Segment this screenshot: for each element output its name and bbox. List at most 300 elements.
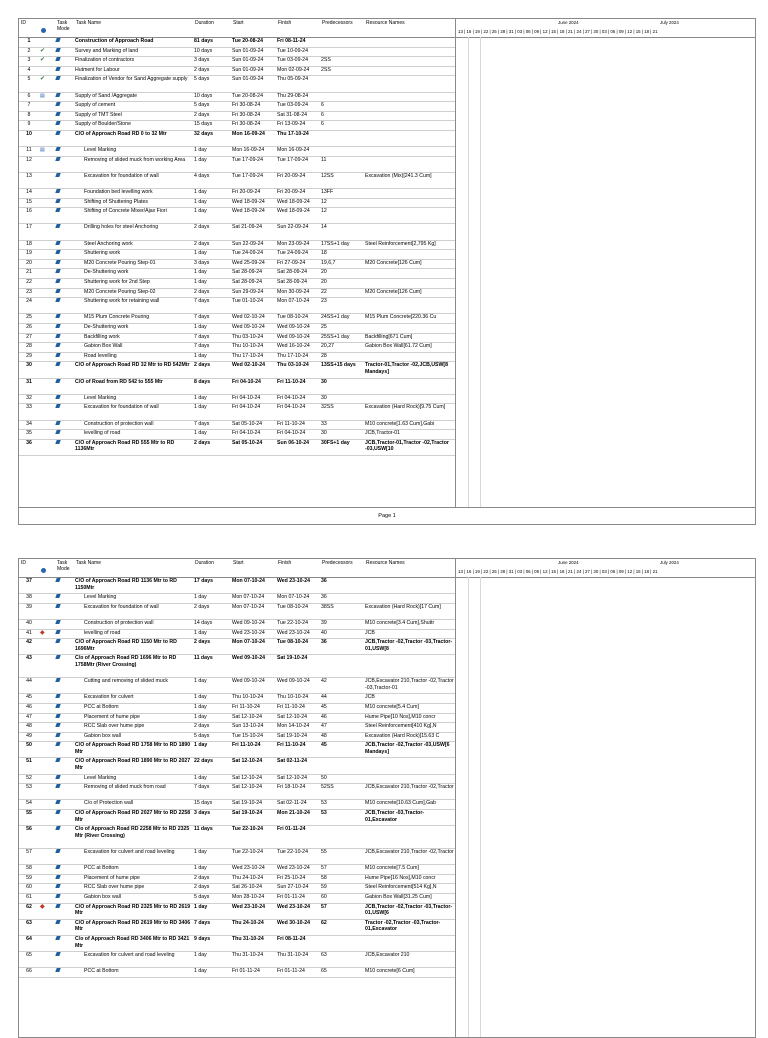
task-row[interactable] bbox=[19, 704, 455, 714]
task-id[interactable]: 15 bbox=[26, 198, 32, 205]
task-id[interactable]: 1 bbox=[27, 38, 31, 44]
task-name[interactable]: C/O of Approach Road RD 1890 Mtr to RD 2027 Mtr bbox=[75, 758, 191, 772]
task-row[interactable] bbox=[19, 199, 455, 209]
task-name[interactable]: C/O of Approach Road RD 2027 Mtr to RD 2258 Mtr bbox=[75, 810, 191, 823]
task-mode[interactable] bbox=[56, 57, 74, 64]
task-duration[interactable]: 1 day bbox=[194, 250, 207, 257]
task-predecessors[interactable]: 48 bbox=[321, 732, 327, 739]
task-finish[interactable]: Thu 29-08-24 bbox=[277, 92, 309, 99]
task-name[interactable]: C/O of Approach Road RD 2619 Mtr to RD 3406 Mtr bbox=[75, 919, 191, 933]
task-start[interactable]: Sun 22-09-24 bbox=[232, 240, 264, 247]
task-finish[interactable]: Thu 31-10-24 bbox=[277, 952, 309, 959]
task-predecessors[interactable]: 33 bbox=[321, 420, 327, 427]
task-finish[interactable]: Mon 07-10-24 bbox=[277, 594, 310, 601]
task-finish[interactable]: Wed 18-09-24 bbox=[277, 198, 310, 205]
task-duration[interactable]: 7 days bbox=[194, 784, 210, 791]
task-id[interactable]: 31 bbox=[26, 378, 32, 385]
task-name[interactable]: De-Shuttering work bbox=[84, 324, 129, 330]
task-id[interactable]: 29 bbox=[26, 352, 32, 359]
task-duration[interactable]: 11 days bbox=[194, 655, 213, 662]
task-predecessors[interactable]: 42 bbox=[321, 678, 327, 685]
task-start[interactable]: Mon 16-09-24 bbox=[232, 130, 265, 137]
task-name[interactable]: PCC at Bottom bbox=[84, 968, 119, 975]
task-name[interactable]: Excavation for culvert and road leveling bbox=[84, 849, 175, 856]
task-id[interactable]: 42 bbox=[26, 639, 32, 646]
task-duration[interactable]: 14 days bbox=[194, 619, 213, 626]
task-id[interactable]: 50 bbox=[26, 742, 32, 749]
task-resources[interactable]: M20 Concrete[126 Cum] bbox=[365, 288, 422, 295]
task-name[interactable]: RCC Slab over hume pipe bbox=[84, 723, 145, 730]
task-id[interactable]: 2 bbox=[27, 47, 31, 54]
task-mode[interactable] bbox=[56, 38, 74, 45]
task-duration[interactable]: 1 day bbox=[194, 156, 207, 163]
task-name[interactable]: C/O of Approach Road RD 1150 Mtr to RD 1696Mtr bbox=[75, 639, 177, 652]
task-name[interactable]: Level Marking bbox=[84, 774, 117, 781]
task-row[interactable] bbox=[19, 353, 455, 363]
task-predecessors[interactable]: 36 bbox=[321, 639, 327, 646]
task-predecessors[interactable]: 12 bbox=[321, 208, 327, 215]
task-finish[interactable]: Thu 10-10-24 bbox=[277, 694, 309, 701]
task-resources[interactable]: M15 Plum Concrete[220.36 Cu bbox=[365, 314, 437, 321]
task-mode[interactable] bbox=[56, 655, 74, 662]
task-name[interactable]: Steel Anchoring work bbox=[84, 240, 133, 247]
task-predecessors[interactable]: 19,6,7 bbox=[321, 259, 336, 266]
task-start[interactable]: Mon 07-10-24 bbox=[232, 594, 265, 601]
task-name[interactable]: C/O of Road from RD 542 to 555 Mtr bbox=[75, 378, 163, 385]
task-finish[interactable]: Fri 01-11-24 bbox=[277, 968, 305, 975]
task-mode[interactable] bbox=[56, 314, 74, 321]
task-duration[interactable]: 2 days bbox=[194, 362, 211, 369]
task-finish[interactable]: Tue 08-10-24 bbox=[277, 603, 308, 610]
task-predecessors[interactable]: 2SS bbox=[321, 57, 331, 64]
task-resources[interactable]: JCB,Tractor -02,Tractor -03,USW[6 Mandays] bbox=[365, 742, 450, 755]
task-finish[interactable]: Tue 10-09-24 bbox=[277, 47, 308, 54]
task-mode[interactable] bbox=[56, 694, 74, 701]
task-duration[interactable]: 1 day bbox=[194, 774, 207, 781]
task-start[interactable]: Thu 31-10-24 bbox=[232, 952, 264, 959]
task-predecessors[interactable]: 53 bbox=[321, 800, 327, 807]
task-name[interactable]: Excavation for culvert bbox=[84, 694, 134, 701]
task-predecessors[interactable]: 36 bbox=[321, 578, 327, 584]
task-predecessors[interactable]: 32SS bbox=[321, 404, 334, 411]
task-name[interactable]: Excavation for culvert and road leveling bbox=[84, 952, 175, 959]
task-resources[interactable]: Steel Reinforcement[514 Kg],N bbox=[365, 884, 437, 891]
task-duration[interactable]: 1 day bbox=[194, 404, 207, 411]
task-finish[interactable]: Mon 14-10-24 bbox=[277, 723, 310, 730]
task-id[interactable]: 39 bbox=[26, 603, 32, 610]
task-start[interactable]: Wed 09-10-24 bbox=[232, 678, 265, 685]
task-id[interactable]: 35 bbox=[26, 430, 32, 437]
task-start[interactable]: Mon 07-10-24 bbox=[232, 603, 265, 610]
task-start[interactable]: Mon 07-10-24 bbox=[232, 578, 265, 584]
task-row[interactable] bbox=[19, 694, 455, 704]
task-id[interactable]: 30 bbox=[26, 362, 32, 369]
task-predecessors[interactable]: 20,27 bbox=[321, 343, 334, 350]
task-name[interactable]: Shuttering work bbox=[84, 250, 121, 257]
task-mode[interactable] bbox=[56, 936, 74, 943]
task-start[interactable]: Tue 20-08-24 bbox=[232, 92, 263, 99]
task-start[interactable]: Tue 15-10-24 bbox=[232, 732, 263, 739]
task-mode[interactable] bbox=[56, 800, 74, 807]
task-resources[interactable]: JCB,Excavator 210,Tractor -02,Tractor bbox=[365, 784, 454, 791]
task-row[interactable] bbox=[19, 875, 455, 885]
task-duration[interactable]: 3 days bbox=[194, 57, 210, 64]
task-row[interactable] bbox=[19, 67, 455, 77]
task-start[interactable]: Fri 04-10-24 bbox=[232, 394, 261, 401]
task-mode[interactable] bbox=[56, 343, 74, 350]
task-duration[interactable]: 2 days bbox=[194, 639, 211, 646]
task-duration[interactable]: 1 day bbox=[194, 678, 207, 685]
task-name[interactable]: Level Marking bbox=[84, 394, 117, 401]
task-start[interactable]: Wed 02-10-24 bbox=[232, 362, 266, 369]
task-id[interactable]: 3 bbox=[27, 57, 31, 64]
task-predecessors[interactable]: 2SS bbox=[321, 66, 331, 73]
task-row[interactable] bbox=[19, 800, 455, 810]
task-duration[interactable]: 1 day bbox=[194, 269, 207, 276]
task-predecessors[interactable]: 12 bbox=[321, 198, 327, 205]
task-name[interactable]: C/o of Approach Road RD 2258 Mtr to RD 2325 Mtr (River Crossing) bbox=[75, 826, 190, 839]
task-finish[interactable]: Wed 09-10-24 bbox=[277, 678, 310, 685]
task-start[interactable]: Thu 03-10-24 bbox=[232, 333, 264, 340]
task-row[interactable] bbox=[19, 421, 455, 431]
task-mode[interactable] bbox=[56, 894, 74, 901]
task-start[interactable]: Sat 19-10-24 bbox=[232, 810, 263, 817]
task-duration[interactable]: 1 day bbox=[194, 430, 207, 437]
task-mode[interactable] bbox=[56, 594, 74, 601]
task-name[interactable]: Supply of Sand /Aggregate bbox=[75, 92, 138, 99]
task-row[interactable] bbox=[19, 250, 455, 260]
col-finish-header[interactable]: Finish bbox=[278, 20, 292, 26]
task-mode[interactable] bbox=[56, 131, 74, 138]
task-mode[interactable] bbox=[56, 189, 74, 196]
task-predecessors[interactable]: 6 bbox=[321, 121, 324, 128]
task-name[interactable]: Survey and Marking of land bbox=[75, 47, 139, 54]
task-predecessors[interactable]: 63 bbox=[321, 952, 327, 959]
task-name[interactable]: Excavation for foundation of wall bbox=[84, 172, 159, 179]
task-mode[interactable] bbox=[56, 289, 74, 296]
task-duration[interactable]: 17 days bbox=[194, 578, 214, 584]
task-predecessors[interactable]: 60 bbox=[321, 894, 327, 900]
task-duration[interactable]: 2 days bbox=[194, 874, 210, 881]
task-start[interactable]: Sat 05-10-24 bbox=[232, 439, 263, 446]
task-id[interactable]: 22 bbox=[26, 279, 32, 286]
task-predecessors[interactable]: 25 bbox=[321, 324, 327, 330]
task-predecessors[interactable]: 53 bbox=[321, 810, 327, 817]
task-predecessors[interactable]: 45 bbox=[321, 742, 327, 749]
task-finish[interactable]: Fri 20-09-24 bbox=[277, 189, 306, 196]
task-predecessors[interactable]: 44 bbox=[321, 694, 327, 701]
task-mode[interactable] bbox=[56, 250, 74, 257]
task-mode[interactable] bbox=[56, 260, 74, 267]
col-id-header[interactable]: ID bbox=[21, 560, 26, 566]
col-resources-header[interactable]: Resource Names bbox=[366, 560, 405, 566]
task-mode[interactable] bbox=[56, 810, 74, 817]
task-predecessors[interactable]: 25SS+1 day bbox=[321, 333, 350, 340]
task-row[interactable] bbox=[19, 260, 455, 270]
col-id-header[interactable]: ID bbox=[21, 20, 26, 26]
task-row[interactable] bbox=[19, 630, 455, 640]
task-mode[interactable] bbox=[56, 704, 74, 711]
task-row[interactable] bbox=[19, 279, 455, 289]
task-mode[interactable] bbox=[56, 279, 74, 286]
task-finish[interactable]: Thu 05-09-24 bbox=[277, 76, 309, 83]
task-mode[interactable] bbox=[56, 157, 74, 164]
col-start-header[interactable]: Start bbox=[233, 560, 244, 566]
task-row[interactable] bbox=[19, 38, 455, 48]
task-name[interactable]: Backfilling work bbox=[84, 333, 120, 340]
task-duration[interactable]: 5 days bbox=[194, 102, 210, 109]
task-finish[interactable]: Fri 11-10-24 bbox=[277, 420, 305, 427]
task-start[interactable]: Fri 04-10-24 bbox=[232, 378, 261, 385]
task-predecessors[interactable]: 11 bbox=[321, 156, 327, 163]
task-resources[interactable]: Tractor-01,Tractor -02,JCB,USW[8 Mandays] bbox=[365, 362, 449, 375]
task-duration[interactable]: 11 days bbox=[194, 826, 213, 833]
task-start[interactable]: Thu 10-10-24 bbox=[232, 343, 264, 350]
task-name[interactable]: Finalization of contractors bbox=[75, 57, 135, 64]
task-start[interactable]: Tue 20-08-24 bbox=[232, 38, 264, 44]
task-row[interactable] bbox=[19, 48, 455, 58]
task-duration[interactable]: 1 day bbox=[194, 968, 207, 975]
task-duration[interactable]: 1 day bbox=[194, 742, 208, 749]
task-id[interactable]: 59 bbox=[26, 874, 32, 881]
task-finish[interactable]: Tue 03-09-24 bbox=[277, 57, 308, 64]
task-indicator[interactable] bbox=[40, 76, 55, 83]
task-mode[interactable] bbox=[56, 875, 74, 882]
task-name[interactable]: RCC Slab over hume pipe bbox=[84, 884, 145, 891]
col-predecessors-header[interactable]: Predecessors bbox=[322, 560, 353, 566]
task-id[interactable]: 27 bbox=[26, 333, 32, 340]
task-mode[interactable] bbox=[56, 578, 74, 585]
task-finish[interactable]: Fri 08-11-24 bbox=[277, 935, 306, 942]
task-start[interactable]: Wed 09-10-24 bbox=[232, 324, 265, 330]
task-finish[interactable]: Wed 18-09-24 bbox=[277, 208, 310, 215]
task-start[interactable]: Sat 12-10-24 bbox=[232, 784, 262, 791]
task-row[interactable] bbox=[19, 121, 455, 131]
task-start[interactable]: Fri 11-10-24 bbox=[232, 703, 260, 710]
task-id[interactable]: 8 bbox=[27, 111, 31, 118]
task-duration[interactable]: 3 days bbox=[194, 810, 211, 817]
task-finish[interactable]: Mon 07-10-24 bbox=[277, 298, 310, 305]
task-start[interactable]: Fri 30-08-24 bbox=[232, 111, 261, 118]
task-resources[interactable]: M10 concrete[7.5 Cum] bbox=[365, 865, 419, 872]
task-row[interactable] bbox=[19, 241, 455, 251]
task-duration[interactable]: 15 days bbox=[194, 800, 213, 807]
task-duration[interactable]: 1 day bbox=[194, 394, 207, 401]
task-start[interactable]: Fri 20-09-24 bbox=[232, 189, 261, 196]
task-predecessors[interactable]: 24SS+1 day bbox=[321, 314, 350, 321]
task-duration[interactable]: 7 days bbox=[194, 333, 210, 340]
task-start[interactable]: Tue 24-09-24 bbox=[232, 250, 263, 257]
task-start[interactable]: Sat 21-09-24 bbox=[232, 224, 262, 231]
task-start[interactable]: Thu 24-10-24 bbox=[232, 874, 264, 881]
task-predecessors[interactable]: 59 bbox=[321, 884, 327, 891]
task-resources[interactable]: Backfilling[671 Cum] bbox=[365, 333, 413, 340]
task-id[interactable]: 66 bbox=[26, 968, 32, 975]
task-indicator[interactable] bbox=[40, 904, 55, 911]
task-id[interactable]: 28 bbox=[26, 343, 32, 350]
task-id[interactable]: 7 bbox=[27, 102, 31, 109]
task-id[interactable]: 64 bbox=[26, 935, 32, 942]
task-start[interactable]: Wed 09-10-24 bbox=[232, 619, 265, 626]
task-mode[interactable] bbox=[56, 865, 74, 872]
task-mode[interactable] bbox=[56, 199, 74, 206]
task-name[interactable]: C/o of Approach Road RD 1696 Mtr to RD 1758Mtr (River Crossing) bbox=[75, 655, 177, 668]
task-mode[interactable] bbox=[56, 147, 74, 154]
task-finish[interactable]: Wed 23-10-24 bbox=[277, 629, 310, 636]
task-start[interactable]: Wed 18-09-24 bbox=[232, 198, 265, 205]
task-name[interactable]: Supply of cement bbox=[75, 102, 116, 109]
task-row[interactable] bbox=[19, 578, 455, 594]
task-row[interactable] bbox=[19, 594, 455, 604]
task-duration[interactable]: 1 day bbox=[194, 703, 207, 710]
task-name[interactable]: PCC at Bottom bbox=[84, 703, 119, 710]
task-id[interactable]: 19 bbox=[26, 250, 32, 257]
task-finish[interactable]: Sun 06-10-24 bbox=[277, 439, 310, 446]
task-mode[interactable] bbox=[56, 904, 74, 911]
task-duration[interactable]: 1 day bbox=[194, 147, 207, 154]
task-finish[interactable]: Thu 17-10-24 bbox=[277, 352, 309, 359]
task-id[interactable]: 14 bbox=[26, 189, 32, 196]
task-resources[interactable]: Excavation (Mix)[241.3 Cum] bbox=[365, 172, 432, 179]
task-id[interactable]: 51 bbox=[26, 758, 32, 765]
task-finish[interactable]: Tue 17-09-24 bbox=[277, 156, 308, 163]
task-id[interactable]: 18 bbox=[26, 240, 32, 247]
task-name[interactable]: Shuttering work for retaining wall bbox=[84, 298, 160, 305]
task-name[interactable]: M20 Concrete Pouring Step-02 bbox=[84, 288, 156, 295]
task-id[interactable]: 58 bbox=[26, 865, 32, 872]
task-id[interactable]: 20 bbox=[26, 259, 32, 266]
task-predecessors[interactable]: 62 bbox=[321, 919, 327, 926]
task-mode[interactable] bbox=[56, 67, 74, 74]
col-name-header[interactable]: Task Name bbox=[76, 20, 102, 26]
task-row[interactable] bbox=[19, 379, 455, 395]
task-start[interactable]: Wed 23-10-24 bbox=[232, 629, 265, 636]
task-id[interactable]: 4 bbox=[27, 66, 31, 73]
task-id[interactable]: 23 bbox=[26, 288, 32, 295]
task-mode[interactable] bbox=[56, 678, 74, 685]
task-resources[interactable]: M20 Concrete[126 Cum] bbox=[365, 259, 422, 266]
task-row[interactable] bbox=[19, 57, 455, 67]
task-mode[interactable] bbox=[56, 121, 74, 128]
task-start[interactable]: Sat 12-10-24 bbox=[232, 713, 262, 720]
task-predecessors[interactable]: 39 bbox=[321, 619, 327, 626]
task-row[interactable] bbox=[19, 865, 455, 875]
task-duration[interactable]: 2 days bbox=[194, 439, 211, 446]
task-resources[interactable]: Gabion Box Wall[31.25 Cum] bbox=[365, 894, 432, 900]
task-duration[interactable]: 5 days bbox=[194, 76, 210, 83]
task-predecessors[interactable]: 17SS+1 day bbox=[321, 240, 350, 247]
task-duration[interactable]: 1 day bbox=[194, 208, 207, 215]
task-start[interactable]: Sun 01-09-24 bbox=[232, 76, 264, 83]
task-row[interactable] bbox=[19, 269, 455, 279]
task-finish[interactable]: Sat 19-10-24 bbox=[277, 732, 307, 739]
task-mode[interactable] bbox=[56, 93, 74, 100]
task-row[interactable] bbox=[19, 620, 455, 630]
task-name[interactable]: C/O of Approach Road RD 2325 Mtr to RD 2619 Mtr bbox=[75, 903, 191, 917]
task-id[interactable]: 16 bbox=[26, 208, 32, 215]
task-finish[interactable]: Fri 04-10-24 bbox=[277, 430, 306, 437]
task-finish[interactable]: Mon 02-09-24 bbox=[277, 66, 310, 73]
task-name[interactable]: Gabion box wall bbox=[84, 732, 121, 739]
task-start[interactable]: Mon 07-10-24 bbox=[232, 639, 265, 646]
task-row[interactable] bbox=[19, 343, 455, 353]
task-finish[interactable]: Tue 08-10-24 bbox=[277, 639, 309, 646]
task-row[interactable] bbox=[19, 733, 455, 743]
task-name[interactable]: Gabion Box Wall bbox=[84, 343, 123, 350]
task-finish[interactable]: Fri 01-11-24 bbox=[277, 826, 306, 833]
task-id[interactable]: 38 bbox=[26, 594, 32, 601]
task-name[interactable]: C/O of Approach Road RD 1136 Mtr to RD 1150Mtr bbox=[75, 578, 177, 591]
task-row[interactable] bbox=[19, 742, 455, 758]
task-id[interactable]: 6 bbox=[27, 92, 31, 99]
task-resources[interactable]: M10 concrete[1.63 Cum],Gabi bbox=[365, 420, 435, 427]
task-mode[interactable] bbox=[56, 334, 74, 341]
task-duration[interactable]: 3 days bbox=[194, 259, 210, 266]
task-name[interactable]: Shifting of Concrete Mixer/Ajax Fiori bbox=[84, 208, 167, 215]
col-duration-header[interactable]: Duration bbox=[195, 20, 214, 26]
task-resources[interactable]: Excavation (Hard Rock)[9.75 Cum] bbox=[365, 404, 446, 411]
task-predecessors[interactable]: 6 bbox=[321, 111, 324, 118]
task-finish[interactable]: Wed 23-10-24 bbox=[277, 578, 311, 584]
task-resources[interactable]: JCB,Excavator 210,Tractor -02,Tractor bbox=[365, 849, 454, 856]
task-row[interactable] bbox=[19, 758, 455, 774]
task-start[interactable]: Tue 22-10-24 bbox=[232, 849, 263, 856]
task-finish[interactable]: Fri 01-11-24 bbox=[277, 894, 305, 900]
task-name[interactable]: Drilling holes for steel Anchoring bbox=[84, 224, 159, 231]
task-name[interactable]: C/O of Approach Road RD 0 to 32 Mtr bbox=[75, 130, 167, 137]
task-duration[interactable]: 10 days bbox=[194, 92, 213, 99]
task-start[interactable]: Thu 10-10-24 bbox=[232, 694, 264, 701]
task-indicator[interactable] bbox=[40, 93, 55, 100]
task-finish[interactable]: Thu 17-10-24 bbox=[277, 130, 309, 137]
task-name[interactable]: Supply of Boulder/Stone bbox=[75, 121, 131, 128]
task-start[interactable]: Tue 17-09-24 bbox=[232, 156, 263, 163]
task-start[interactable]: Wed 18-09-24 bbox=[232, 208, 265, 215]
task-duration[interactable]: 2 days bbox=[194, 288, 210, 295]
task-name[interactable]: Placement of hume pipe bbox=[84, 713, 140, 720]
task-row[interactable] bbox=[19, 894, 455, 904]
task-resources[interactable]: JCB,Excavator 210,Tractor -02,Tractor -03,Tractor-01 bbox=[365, 678, 454, 691]
task-mode[interactable] bbox=[56, 775, 74, 782]
task-row[interactable] bbox=[19, 131, 455, 147]
task-mode[interactable] bbox=[56, 620, 74, 627]
task-mode[interactable] bbox=[56, 742, 74, 749]
task-finish[interactable]: Tue 08-10-24 bbox=[277, 314, 308, 321]
task-name[interactable]: Road levelling bbox=[84, 352, 117, 359]
task-name[interactable]: C/o of Approach Road RD 3406 Mtr to RD 3421 Mtr bbox=[75, 935, 190, 949]
task-start[interactable]: Sat 19-10-24 bbox=[232, 800, 262, 807]
task-resources[interactable]: JCB,Tractor -02,Tractor -03,Tractor-01,USW[6 bbox=[365, 903, 453, 917]
task-name[interactable]: C/O of Approach Road RD 32 Mtr to RD 542Mtr bbox=[75, 362, 190, 369]
task-name[interactable]: Level Marking bbox=[84, 594, 117, 601]
task-mode[interactable] bbox=[56, 353, 74, 360]
task-finish[interactable]: Fri 27-09-24 bbox=[277, 259, 306, 266]
task-name[interactable]: Cutting and removing of slided muck bbox=[84, 678, 168, 685]
task-duration[interactable]: 1 day bbox=[194, 865, 207, 872]
task-mode[interactable] bbox=[56, 430, 74, 437]
task-indicator[interactable] bbox=[40, 57, 55, 64]
task-row[interactable] bbox=[19, 362, 455, 378]
task-name[interactable]: Excavation for foundation of wall bbox=[84, 404, 159, 411]
task-predecessors[interactable]: 36 bbox=[321, 594, 327, 601]
task-finish[interactable]: Wed 16-10-24 bbox=[277, 343, 310, 350]
task-name[interactable]: M20 Concrete Pouring Step-01 bbox=[84, 259, 156, 266]
task-predecessors[interactable]: 18 bbox=[321, 250, 327, 257]
task-predecessors[interactable]: 40 bbox=[321, 629, 327, 636]
task-id[interactable]: 62 bbox=[26, 903, 32, 910]
task-start[interactable]: Mon 16-09-24 bbox=[232, 147, 265, 154]
task-finish[interactable]: Sat 31-08-24 bbox=[277, 111, 307, 118]
